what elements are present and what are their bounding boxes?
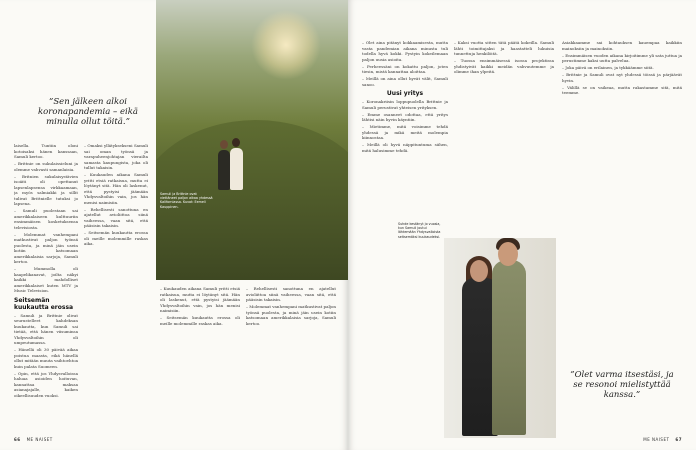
paragraph: – Rehellisesti sanottuna en ajatellut avioliittoa siinä vaiheessa, vaan sitä, että pääsisin takaisin. — [84, 206, 148, 228]
footer-left — [14, 437, 53, 442]
right-column-2 — [454, 40, 554, 220]
paragraph: – Brittnie on sukulaissieluni ja olemme vahvasti samanlaisia. — [14, 161, 78, 172]
paragraph: – Brittnie ja Samuli ovat nyt yhdessä töissä ja pärjäävät hyvin. — [562, 72, 682, 83]
paragraph: – Seitsemän kuukautta erossa oli meille molemmille raskas aika. — [84, 230, 148, 246]
pull-quote-right: ”Olet varma itsestäsi, ja se resonoi mielistyttää kanssa.” — [570, 370, 674, 400]
paragraph: – Rehellisesti sanottuna en ajatellut avioliittoa siinä vaiheessa, vaan sitä, että pääsisin takaisin. — [246, 286, 336, 302]
couple-hillside-photo — [156, 0, 348, 280]
paragraph: – Opin, että jos Yhdysvalloissa haluaa asioiden hoituvan, kannattaa maksaa asianajajalle, kaiken oikeellisuuden vuoksi. — [14, 370, 78, 398]
right-column-1 — [362, 40, 448, 220]
section-heading: Uusi yritys — [386, 90, 424, 97]
paragraph: – Ensimmäisen vuoden aikana kirjoitimme yli sata juttua ja perustimme kaksi uutta palvelua. — [562, 52, 682, 63]
section-heading: Seitsemän kuukautta erossa — [14, 296, 74, 311]
photo-caption-right: Suhde kestänyt jo vuosia, kun Samuli joutui lähtemään Yhdysvalloista seitsemäksi kuukaudeksi. — [398, 222, 441, 239]
paragraph: – Meillä oli hyvä näppituntuma siihen, mitä halusimme tehdä. — [362, 142, 448, 153]
right-page — [348, 0, 696, 450]
paragraph: – Tuossa ensimmäisessä isossa projektissa yhdistyivät kaikki meidän vahvuutemme ja olimme ihan ylpeitä. — [454, 58, 554, 74]
paragraph: – Olet aina pitänyt kokkaamisesta, mutta vasta pandemian aikana minusta tuli todella hyvä kokki. Pystyin kokeilemaan paljon uusia asioita. — [362, 40, 448, 62]
paragraph: – Kuukauden aikana Samuli yritti etsiä ratkaisua, mutta ei löytänyt sitä. Hän oli laskenut, että pystyisi jäämään Yhdysvaltoihin vain, jos hän menisi naimisiin. — [160, 286, 240, 313]
paragraph: laisella. Tuntiin oloni kotoisaksi hänen kanssaan, Samuli kertoo. — [14, 143, 78, 159]
paragraph: – Samuli ja Brittnie olivat seurustelleet kahdeksan kuukautta, kun Samuli sai tietää, että hänen viisuminsa Yhdysvaltoihin oli umpeutumassa. — [14, 312, 78, 345]
left-column-3 — [160, 286, 240, 436]
paragraph: – Mummolla oli kaapelikanavat, joilta näkyi kaikki mahdolliset amerikkalaiset kuten MTV ja Music Television. — [14, 266, 78, 293]
footer-right — [643, 437, 682, 442]
paragraph: – Välillä se on vaikeaa, mutta rakastamme sitä, mitä teemme. — [562, 84, 682, 95]
paragraph: – Hänellä oli 30 päivää aikaa poistua maasta, eikä hänellä ollut mitään muuta vaihtoehtoa kuin palata Suomeen. — [14, 347, 78, 369]
page-number: 66 — [14, 437, 21, 442]
paragraph: – Perheessäni on kokattu paljon, joten tiesin, mistä kannattaa aloittaa. — [362, 63, 448, 74]
paragraph: – Koronakriisin loppupuolella Brittnie ja Samuli perustivat yhteisen yrityksen. — [362, 99, 448, 110]
couple-portrait-photo — [444, 238, 556, 438]
paragraph: – Molemmat vanhempani matkustivat paljon työnsä puolesta, ja minä jäin usein kotiin katsomaan amerikkalaisia sarjoja, Samuli kertoo. — [246, 304, 336, 326]
right-column-3 — [562, 40, 682, 350]
paragraph: – Molemmat vanhempani matkustivat paljon työnsä puolesta, ja minä jäin usein kotiin katsomaan amerikkalaisia sarjoja, Samuli kertoo. — [14, 231, 78, 264]
paragraph: – Kuukauden aikana Samuli yritti etsiä ratkaisua, mutta ei löytänyt sitä. Hän oli laskenut, että pystyisi jäämään Yhdysvaltoihin vain, jos hän menisi naimisiin. — [84, 172, 148, 205]
left-column-2 — [84, 143, 148, 435]
paragraph: – Mietimme, mitä voisimme tehdä yhdessä ja mikä meitä molempia kiinnostaa. — [362, 124, 448, 140]
paragraph: – Britnien sukulaisystävien isoäiti oli opettanut lapsenlapsensa virkkaamaan, ja myös salmiakki ja sillit tulivat Brittnielle tutuksi jo lapsena. — [14, 173, 78, 206]
page-number: 67 — [675, 437, 682, 442]
left-column-4 — [246, 286, 336, 436]
paragraph: – Meillä on aina ollut hyvät välit, Samuli sanoo. — [362, 76, 448, 87]
paragraph: – Omaksi yllätyksekseni Samuli sai oman työnsä ja varapuheenjohtajan vierailta samasta kaupungista, joka oli tullut takaisin. — [84, 143, 148, 170]
magazine-name: ME NAISET — [643, 437, 670, 442]
paragraph: Asiakkaamme sai kohtauksen kauempaa kaikkiin mainoksiin ja mainoksiin. — [562, 40, 682, 51]
magazine-name: ME NAISET — [26, 437, 53, 442]
left-column-1 — [14, 143, 78, 435]
paragraph: – Samuli puolestaan sai amerikkalaiseen kulttuuriin ensimmäisen kosketuksensa televisiosta. — [14, 208, 78, 230]
paragraph: – Emme osanneet odottaa, että yritys lähtisi näin hyvin käyntiin. — [362, 111, 448, 122]
paragraph: – Kaksi vuotta sitten tätä päätä kokeilla. Samuli lähti toimittajaksi ja haastatteli lukuisia tunnettuja henkilöitä. — [454, 40, 554, 56]
pull-quote-left: ”Sen jälkeen alkoi koronapandemia – eikä minulla ollut töitä.” — [38, 97, 138, 127]
paragraph: – Seitsemän kuukautta erossa oli meille molemmille raskas aika. — [160, 315, 240, 326]
paragraph: – Joka päivä on erilainen, ja tykkäämme siitä. — [562, 65, 654, 70]
photo-caption-left: Samuli ja Brittnie ovat viettäneet paljon aikaa yhdessä Kaliforniassa. Kuvat: Eemeli Kauppinen. — [160, 192, 213, 209]
